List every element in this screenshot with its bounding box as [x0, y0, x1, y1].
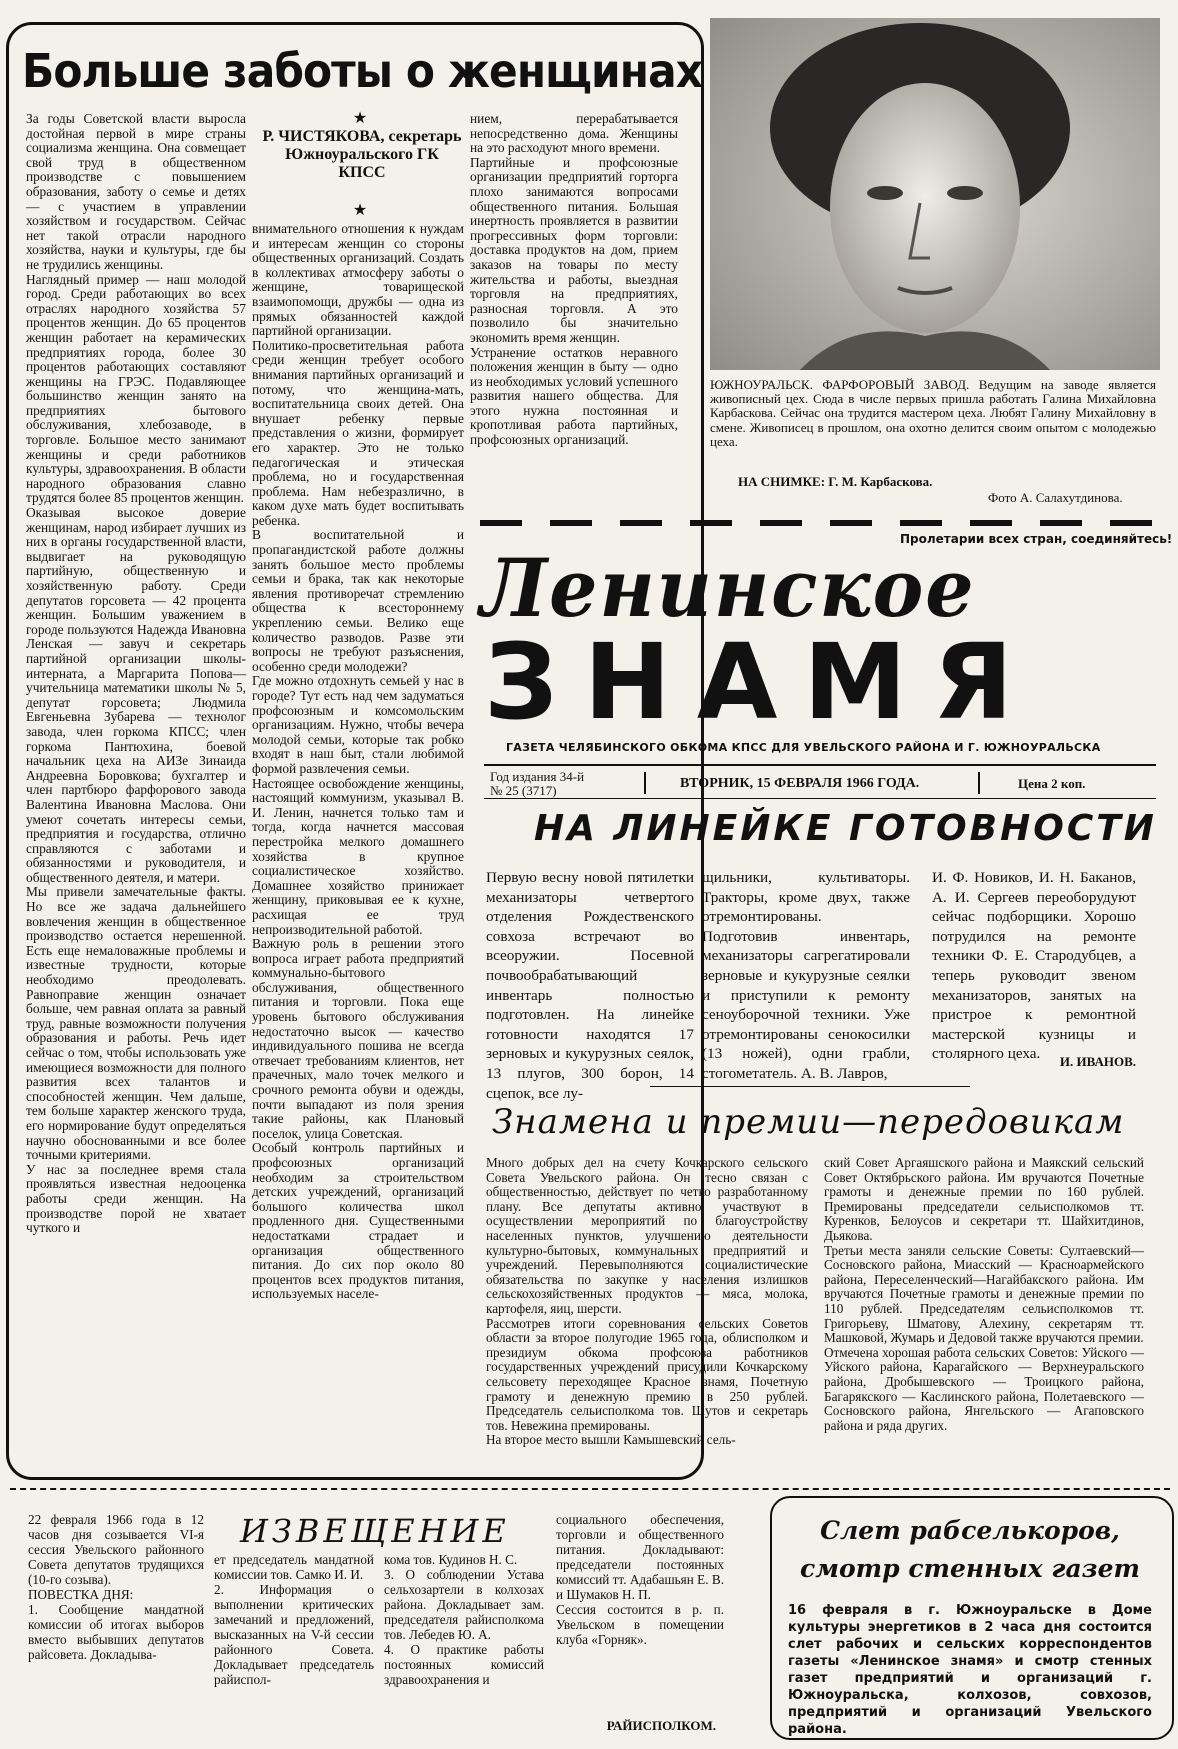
rally-text: 16 февраля в г. Южноуральске в Доме культуры энергетиков в 2 часа дня состоится слет рабочих и сельских корреспондентов газеты «Ленинское знамя» и смотр стенных газет предприятий и организаций г. Южноуральска, колхозов, совхозов, предприятий и организаций Увельского района. — [788, 1603, 1157, 1737]
masthead-separator — [978, 772, 980, 794]
article-column-2: щильники, культиваторы. Тракторы, кроме двух, также отремонтированы. Подготовив инвентарь, механизаторы сагрегатировали зерновые и кукурузные сеялки и приступили к ремонту сеноуборочной техники. Уже отремонтированы сенокосилки (13 ножей), одни грабли, стогометатель. А. В. Лавров, — [702, 869, 910, 1082]
article-title: НА ЛИНЕЙКЕ ГОТОВНОСТИ — [534, 808, 1157, 849]
article-author: Р. ЧИСТЯКОВА, секретарь Южноуральского ГК КПСС — [262, 128, 462, 181]
photo-credit: Фото А. Салахутдинова. — [988, 490, 1123, 505]
article-column-2: ский Совет Аргаяшского района и Маякский сельский Совет Октябрьского района. Им вручаются Почетные грамоты и денежные премии по 160 рублей. Премированы председатели сельисполкомов тт. Куренков, Белоусов и секретари тт. Шайхитдинов, Дьякова. Третьи места заняли сельские Советы: Султаевский—Сосновского района, Миасский — Красноармейского района, Переселенческий—Нагайбакского района. Им вручаются Почетные грамоты и денежные премии по 110 рублей. Председателям сельисполкомов тт. Григорьеву, Шматову, Алехину, секретарям тт. Машковой, Жумарь и Дедовой также вручаются премии. Отмечена хорошая работа сельских Советов: Уйского — Уйского района, Карагайского — Верхнеуральского района, Дробышевского — Троицкого района, Багарякского — Каслинского района, Полетаевского — Сосновского района, Янгельского — Агаповского района и ряда других. — [824, 1155, 1144, 1433]
article-column-1: Первую весну новой пятилетки механизаторы четвертого отделения Рождественского совхоза встречают во всеоружии. Посевной почвообрабатывающий инвентарь полностью подготовлен. На линейке готовности находятся 17 зерновых и кукурузных сеялок, 13 плугов, 300 борон, 14 сцепок, все лу- — [486, 869, 698, 1102]
masthead-slogan: Пролетарии всех стран, соединяйтесь! — [900, 532, 1173, 546]
notice-column-2: ет председатель мандатной комиссии тов. Самко И. И. 2. Информация о выполнении критических замечаний и предложений, высказанных на V-й сессии районного Совета. Докладывает председатель райиспол- — [214, 1552, 374, 1687]
article-column-2: внимательного отношения к нуждам и интересам женщин со стороны общественных организаций. Создать в коллективах атмосферу заботы о женщине, товарищеской взаимопомощи, дружбы — одна из прямых обязанностей каждой партийной организации. Политико-просветительная работа среди женщин требует особого внимания партийных организаций и потому, что женщина-мать, воспитательница своих детей. Она внушает ребенку первые представления о жизни, формирует его характер. Это не только педагогическая и этическая проблема, но и государственная проблема. Нам небезразлично, в каком духе мать будет воспитывать ребенка. В воспитательной и пропагандистской работе должны занять большое место проблемы семьи и брака, так как некоторые явления противоречат стремлению общества к всестороннему укреплению семьи. Велико еще количество разводов. Разве эти вопросы не требуют разъяснения, особенно среди молодежи? Где можно отдохнуть семьей у нас в городе? Тут есть над чем задуматься профсоюзным и комсомольским организациям. Нужно, чтобы вечера молодой семьи, которые так робко входят в наш быт, стали любимой формой развлечения семьи. Настоящее освобождение женщины, настоящий коммунизм, указывал В. И. Ленин, начнется только там и тогда, когда начнется массовая перестройка мелкого домашнего хозяйства в крупное социалистическое хозяйство. Домашнее хозяйство принижает женщину, приковывая ее к кухне, расхищая ее труд непроизводительной работой. Важную роль в решении этого вопроса играет работа предприятий коммунально-бытового обслуживания, общественного питания и торговли. Пока еще уровень бытового обслуживания недостаточно высок — качество индивидуального пошива не всегда отвечает требованиям клиентов, нет прачечных, мало точек мелкого и срочного ремонта обуви и одежды, почти выпадают из поля зрения такие районы, как Плановый поселок, улица Советская. Особый контроль партийных и профсоюзных организаций необходим за строительством детских учреждений, организаций большого количества школ продленного дня. Существенными недостатками страдает и организация общественного питания. До сих пор около 80 процентов всех продуктов питания, используемых населе- — [252, 221, 464, 1302]
masthead-title-line1: Ленинское — [480, 541, 976, 635]
article-column-1: За годы Советской власти выросла достойная первой в мире страны социализма женщина. Она совмещает свой труд в общественном производстве с повышением образования, заботу о семье и детях — с участием в управлении хозяйством и государством. Сейчас нет такой отрасли народного хозяйства, науки и культуры, где бы не трудились женщины. Наглядный пример — наш молодой город. Среди работающих во всех отраслях народного хозяйства 57 процентов женщин. До 65 процентов женщин работает на керамических предприятиях города, более 30 процентов работающих составляют женщины на ГРЭС. Подавляющее большинство женщин занято на предприятиях бытового обслуживания, хлебозаводе, в торговле. Большое место занимают женщины и среди работников культуры, здравоохранения. В области народного образования славно трудятся более 85 процентов женщин. Оказывая высокое доверие женщинам, народ избирает лучших из них в органы государственной власти, выдвигает на руководящую партийную, общественную и хозяйственную работу. Среди депутатов горсовета — 42 процента женщин. Большим уважением в городе пользуются Надежда Ивановна Ленская — завуч и секретарь партийной организации школы-интерната, а Маргарита Попова—учительница математики школы № 5, депутат горсовета; Людмила Евгеньевна Зубарева — технолог завода, член горкома КПСС; член горкома Пантюхина, боевой начальник цеха на АИЗе Зинаида Андреевна Боровкова; бухгалтер и член партбюро фарфорового завода Валентина Ивановна Маслова. Они умеют сочетать интересы семьи, предприятия и государства, отлично справляются с заботами и обязанностями и руководителя, и общественного деятеля, и матери. Мы привели замечательные факты. Но все же задача дальнейшего вовлечения женщин в общественное производство остается нерешенной. Есть еще немаловажные проблемы и известные трудности, которые необходимо преодолевать. Равноправие женщин означает больше, чем равная оплата за равный труд, равные возможности получения образования и работы. Речь идет сейчас о том, чтобы использовать уже имеющиеся возможности для полного развития всех талантов и способностей женщин. Чем дальше, тем больше характер женского труда, его нормирование будут определяться научно обоснованными и все более точными критериями. У нас за последнее время стала проявляться известная недооценка работы среди женщин. На производстве порой не хватает чуткого и — [26, 111, 246, 1236]
masthead-separator — [644, 772, 646, 794]
article-title: Больше заботы о женщинах — [22, 44, 703, 98]
masthead-issue: № 25 (3717) — [490, 783, 557, 798]
masthead-subtitle: ГАЗЕТА ЧЕЛЯБИНСКОГО ОБКОМА КПСС ДЛЯ УВЕЛЬСКОГО РАЙОНА И Г. ЮЖНОУРАЛЬСКА — [506, 741, 1101, 754]
article-signature: И. ИВАНОВ. — [1059, 1054, 1136, 1069]
star-icon: ★ — [352, 202, 368, 219]
masthead-year: Год издания 34-й — [490, 769, 585, 784]
masthead-divider — [480, 520, 1156, 526]
masthead-date: ВТОРНИК, 15 ФЕВРАЛЯ 1966 ГОДА. — [680, 776, 920, 791]
star-icon: ★ — [352, 110, 368, 127]
photo-caption: ЮЖНОУРАЛЬСК. ФАРФОРОВЫЙ ЗАВОД. Ведущим на заводе является живописный цех. Сюда в числе первых пришла работать Галина Михайловна Карбаскова. Сейчас она трудится мастером цеха. Любят Галину Михайловну в смене. Живописец в прошлом, она охотно делится своим опытом с молодежью цеха. — [710, 377, 1160, 449]
article-column-3: И. Ф. Новиков, И. Н. Баканов, А. И. Сергеев переоборудуют сейчас подборщики. Хорошо потрудился на ремонте техники Ф. Е. Стародубцев, а теперь руководит звеном механизаторов, занятых на пристрое к ремонтной мастерской кузницы и столярного цеха. — [932, 869, 1140, 1063]
article-column-1: Много добрых дел на счету Кочкарского сельского Совета Увельского района. Он тесно связан с общественностью, действует по четко разработанному плану. Все депутаты активно участвуют в осуществлении мероприятий по благоустройству населенных пунктов, улучшению деятельности культурно-бытовых, коммунальных предприятий и учреждений. Перевыполняются социалистические обязательства по закупке у населения излишков сельскохозяйственных продуктов — мяса, молока, картофеля, яиц, шерсти. Рассмотрев итоги соревнования сельских Советов области за второе полугодие 1965 года, облисполком и президиум обкома профсоюза работников государственных учреждений присудили Кочкарскому сельсовету переходящее Красное знамя, Почетную грамоту и денежную премию в 250 рублей. Председатель сельисполкома тов. Шутов и секретарь тов. Невежина премированы. На второе место вышли Камышевский сель- — [486, 1155, 808, 1448]
notice-column-4: социального обеспечения, торговли и общественного питания. Докладывают: председатели постоянных комиссий тт. Адабашьян Е. В. и Шумаков Н. П. Сессия состоится в р. п. Увельском в помещении клуба «Горняк». — [556, 1512, 724, 1647]
notice-title: ИЗВЕЩЕНИЕ — [240, 1512, 510, 1550]
notice-signature: РАЙИСПОЛКОМ. — [606, 1718, 716, 1733]
rally-title: Слет рабселькоров, смотр стенных газет — [800, 1516, 1140, 1583]
photo-subject: НА СНИМКЕ: Г. М. Карбаскова. — [738, 474, 933, 489]
masthead-rule — [484, 798, 1156, 799]
article-column-3: нием, перерабатывается непосредственно дома. Женщины на это расходуют много времени. Партийные и профсоюзные организации предприятий горторга плохо занимаются вопросами общественного питания. Большая инертность проявляется в развитии прогрессивных форм торговли: доставка продуктов на дом, прием заказов на товары по месту жительства и работы, выездная торговля на предприятиях, разносная торговля. А это позволило бы значительно экономить время женщин. Устранение остатков неравного положения женщин в быту — одно из необходимых условий успешного развития нашего общества. Для этого нужна постоянная и кропотливая работа партийных, профсоюзных организаций. — [470, 111, 678, 448]
section-divider — [10, 1488, 1170, 1490]
masthead-title-line2: ЗНАМЯ — [484, 621, 1039, 743]
notice-column-1: 22 февраля 1966 года в 12 часов дня созывается VI-я сессия Увельского районного Совета депутатов трудящихся (10-го созыва). ПОВЕСТКА ДНЯ: 1. Сообщение мандатной комиссии об итогах выборов вместо выбывших депутатов райсовета. Докладыва- — [28, 1512, 204, 1662]
article-title: Знамена и премии—передовикам — [492, 1102, 1125, 1142]
masthead-price: Цена 2 коп. — [1018, 776, 1086, 791]
notice-column-3: кома тов. Кудинов Н. С. 3. О соблюдении Устава сельхозартели в колхозах района. Докладывает зам. председателя райисполкома тов. Лебедев Ю. А. 4. О практике работы постоянных комиссий здравоохранения и — [384, 1552, 544, 1687]
masthead-rule — [484, 764, 1156, 766]
portrait-photo — [710, 18, 1160, 370]
section-rule — [650, 1086, 970, 1087]
